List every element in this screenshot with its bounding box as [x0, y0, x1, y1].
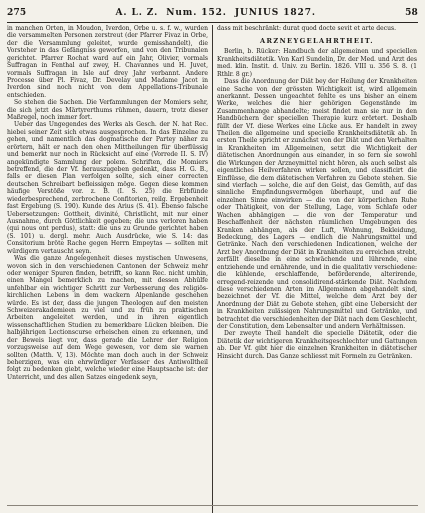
- book-citation: Berlin, b. Rücker: Handbuch der allgemeinen und speciellen Krankheitsdiätetik. Von Karl Sundelin, Dr. der Med. und Arzt des med. klin. Instit. d. Univ. zu Berlin. 1826. VIII u. 356 S. 8. (1 Rthlr. 8 gr.): [217, 48, 417, 78]
- issue-date: JUNIUS 1827.: [234, 8, 316, 18]
- section-heading: ARZNEYGELAHRTHEIT.: [260, 37, 374, 46]
- right-intro-line: dass mit beschränkt: durat quod docte sevit et arte decus.: [217, 25, 397, 32]
- column-number: 58: [405, 8, 418, 18]
- journal-title: [116, 8, 316, 18]
- column-divider: [212, 25, 213, 513]
- page-header: [7, 4, 418, 23]
- left-paragraph-3: Ueber das Ungegendes des Werks als Gesch. der N. hat Rec. hiebei seiner Zeit sich etwas ausgesprochen. In das Einzelne zu gehen, und namentlich das dogmatische der Partey näher zu erörtern, hält er nach den ohen Mittheilungen für überflüssig und bemerkt nur noch in Rücksicht auf eine (Vorrede II. S. IV) angekündigte Sammlung der polem. Schriften, die Momiers betreffend, die der Vf. herauszugeben gedenkt, dass H. G. B., falls er diesen Plan verfolgen sollte, sich einer correcten deutschen Schreibart befleissigen möge. Gegen diese kommen häufige Verstöße vor. z. B. (I. S. 25) die Erbfünde wiederbesprechend, zerbrochene Confitorien, reilg. Ergebenheit fast Ergebung (S. 190). Kunde des Arius (S. 41). Ebenso falsche Uebersetzungen: Gottheit, divinité, Christlicht, mit nur einer Ausnahme, durch Göttlichkeit gegeben; die uns verloren haben (qui nous ont perdus), statt: die uns zu Grunde gerichtet haben (S. 101) u. dergl. mehr. Auch Ausdrücke, wie S. 14: das Consitorium bröte Rache gegen Herrn Empeytas — sollten mit würdigern vertauscht seyn.: [7, 121, 208, 255]
- issue-number: Num. 152.: [166, 8, 227, 18]
- review-paragraph-2: Der zweyte Theil handelt die specielle Diätetik, oder die Diätetik der wichtigeren Krankheitsgeschlechter und Gattungen ab. Der Vf. gibt hier die einzelnen Krankheiten in diätetischer Hinsicht durch. Das Ganze schliesst mit Formeln zu Getränken.: [217, 330, 417, 360]
- text-columns: [7, 25, 418, 381]
- review-paragraph-1: Dass die Anordnung der Diät bey der Heilung der Krankheiten eine Sache von der grössten Wichtigkeit ist, wird allgemein anerkannt. Dessen ungeachtet fehlte es uns bisher an einem Werke, welches die hier gehörigen Gegenstände im Zusammenhange abhandelte; meist findet man sie nur in den Handbüchern der speciellen Therapie kurz erörtert. Deshalb füllt der Vf. diese Werkes eine Lücke aus. Er handelt in zwey Theilen die allgemeine und specielle Krankheitsdiätetik ab. In ersten Theile spricht er zunächst von der Diät und den Verhalten in Krankheiten im Allgemeinen, setzt die Wichtigkeit der diätetischen Anordnungen aus einander, in so fern sie sowohl die Wirkungen der Arzneymittel nicht hören, als auch selbst als eigentliches Heilverfahren wirken sollen, und classificirt die Einflüsse, die dem diätetischen Verfahren zu Gebote stehen. Sie sind vierfach — solche, die auf den Geist, das Gemüth, auf das sinnliche Empfindungsvermögen überhaupt, und auf die einzelnen Sinne einwirken — die von der körperlichen Ruhe oder Thätigkeit, von der Stellung, Lage, vom Schlafe oder Wachen abhängigen — die von der Temperatur und Beschaffenheit der nächsten räumlichen Umgebungen des Kranken abhängen, als der Luft, Wohnung, Bekleidung, Bedeckung, des Lagers — endlich die Nahrungsmittel und Getränke. Nach den verschiedenen Indicationen, welche der Arzt bey Anordnung der Diät in Krankheiten zu erreichen strebt, zerfällt dieselbe in eine schwächende und lührende, eine entziehende und ernährende, und in die qualitativ verschiedene: die kühlende, erschlaffende, beförderende, alterirende, erregend-reizende und consolidirend-stärkende Diät. Nachdem diese verschiedenen Arten im Allgemeinen abgehandelt sind, bezeichnet der Vf. die Mittel, welche dem Arzt bey der Anordnung der Diät zu Gebote stehen, gibt eine Uebersicht der in Krankheiten zulässigen Nahrungsmittel und Getränke, und betrachtet die verschiedenheiten der Diät nach dem Geschlecht, der Constitution, dem Lebensalter und andern Verhältnissen.: [217, 78, 417, 331]
- left-paragraph-1: in manchen Orten, in Moudon, Iverdon, Orbe u. s. f. w., wurden die versammelten Personen zerstreut (der Pfarrer Fivaz in Orbe, der die Versammlung geleitet, wurde gemisshandelt), die Vorsteher in das Gefängniss geworfen, und von den Tribunalen gerichtet. Pfarrer Rochat ward auf ein Jahr, Olivier, vormals Suffragan in Fenthal auf zwey, H. Chavannes und H. Juvet, vormals Suffragan in Isle auf drey Jahr verbannt. Andere Processe über Pl. Fivaz, Dr. Develay und Madame Jacot in Iverdon sind noch nicht von dem Appellations-Tribunale entschieden.: [7, 25, 208, 99]
- left-paragraph-2: So stehen die Sachen. Die Verfammlungen der Momiers sehr, die sich jetzt des Märtyrerthums rühmen, dauern, trotz dieser Maßregel, noch immer fort.: [7, 99, 208, 122]
- page-footer-rule: [7, 505, 418, 510]
- left-column: [7, 25, 212, 381]
- right-column: [212, 25, 417, 381]
- left-paragraph-4: Was die ganze Angelegenheit dieses mystischen Unwesens, wovon sich in den verschiedenen Cantonen der Schweiz mehr oder weniger Spuren finden, betrifft, so kann Rec. nicht umhin, einen Mangel bemerklich zu machen, mit dessen Abhülfe unfehlbar ein wichtiger Schritt zur Verbesserung des religiös-kirchlichen Lebens in dem wackern Alpenlande geschehen würde. Es ist der, dass die jungen Theologen auf den meisten Schweizerakademieen zu viel und zu früh zu praktischen Arbeiten angeleitet werden, und in ihren eigentlich wissenschaftlichen Studien zu bemerkbare Lücken bleiben. Die halbjährigen Lectionscurse erheischen einen zu erkennen, und der Beweis liegt vor, dass gerade die Lehrer der Religion vorzugsweise auf dem Wege gewesen, vor dem sie warnen sollten (Matth. V, 13). Möchte man doch auch in der Schweiz beherzigen, was ein ehrwürdiger Verfasser des Antiwolltheil folgt zu bedenken giebt, welche wieder eine Hauptsache ist: der Unterricht, und des allen Satzes eingedenk seyn,: [7, 255, 208, 381]
- journal-name: A. L. Z.: [115, 8, 159, 18]
- page-number: 275: [7, 8, 27, 18]
